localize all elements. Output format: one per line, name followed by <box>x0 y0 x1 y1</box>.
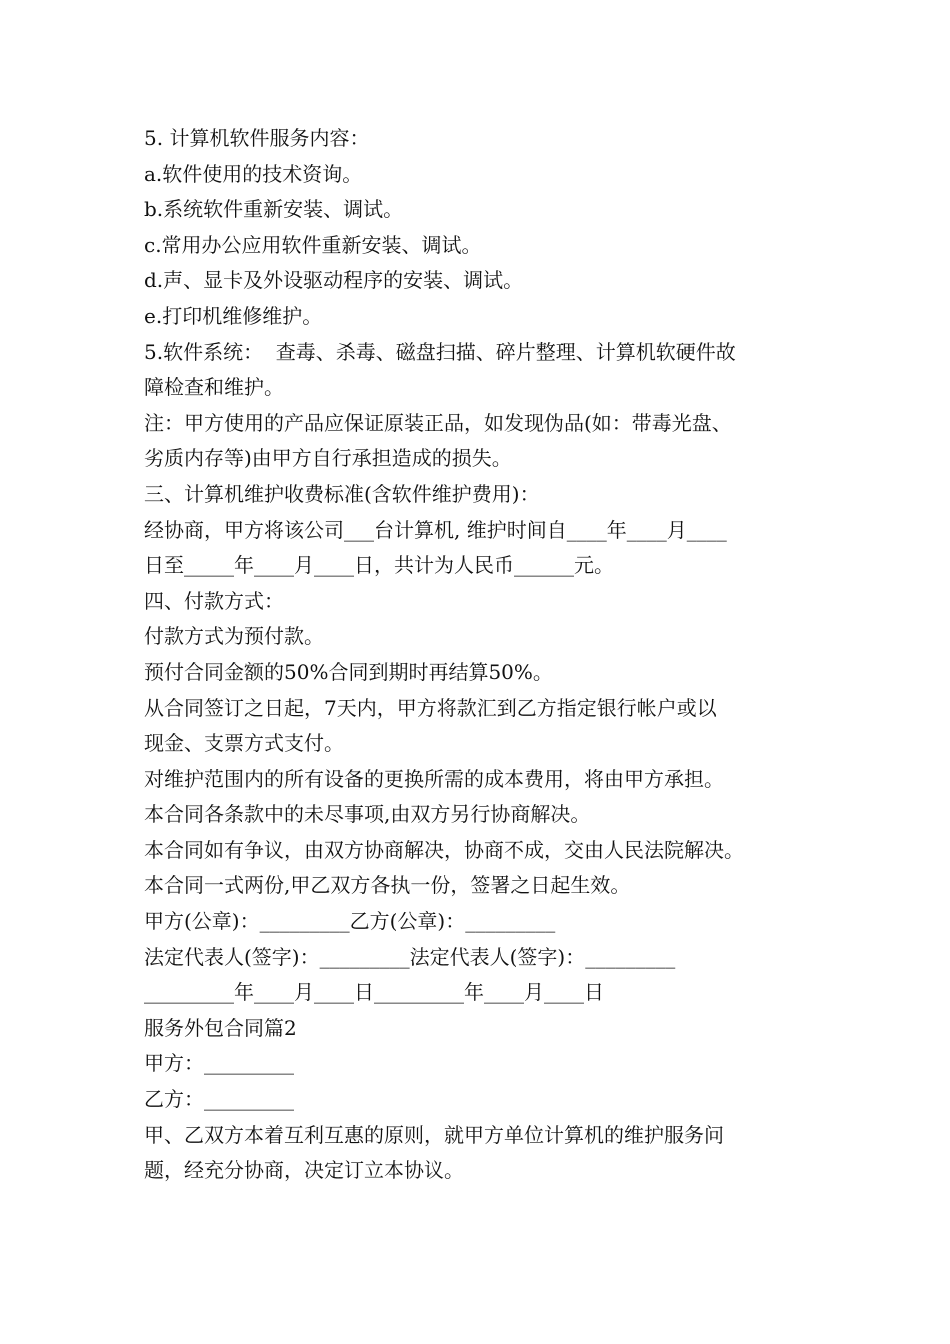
paragraph-line: 障检查和维护。 <box>144 375 284 400</box>
paragraph-line: 5.软件系统： 查毒、杀毒、磁盘扫描、碎片整理、计算机软硬件故 <box>144 339 736 364</box>
party-b-line: 乙方：_________ <box>144 1087 294 1112</box>
signature-line-dates: _________年____月____日_________年____月____日 <box>144 980 604 1005</box>
note-line: 劣质内存等)由甲方自行承担造成的损失。 <box>144 446 512 471</box>
paragraph-line: 本合同各条款中的未尽事项,由双方另行协商解决。 <box>144 802 591 827</box>
party-a-line: 甲方：_________ <box>144 1051 294 1076</box>
document-body <box>144 121 824 1189</box>
paragraph-line: 现金、支票方式支付。 <box>144 731 344 756</box>
paragraph-line: 甲、乙双方本着互利互惠的原则，就甲方单位计算机的维护服务问 <box>144 1122 724 1147</box>
signature-line-representatives: 法定代表人(签字)：_________法定代表人(签字)：_________ <box>144 944 676 969</box>
list-item: c.常用办公应用软件重新安装、调试。 <box>144 232 482 257</box>
list-item: e.打印机维修维护。 <box>144 303 323 328</box>
list-item: b.系统软件重新安装、调试。 <box>144 197 404 222</box>
paragraph-line: 付款方式为预付款。 <box>144 624 324 649</box>
list-item: a.软件使用的技术资询。 <box>144 161 363 186</box>
paragraph-line: 对维护范围内的所有设备的更换所需的成本费用，将由甲方承担。 <box>144 766 724 791</box>
signature-line-seals: 甲方(公章)：_________乙方(公章)：_________ <box>144 909 556 934</box>
paragraph-line: 题，经充分协商，决定订立本协议。 <box>144 1158 464 1183</box>
section-heading-payment: 四、付款方式： <box>144 588 284 613</box>
paragraph-line: 预付合同金额的50%合同到期时再结算50%。 <box>144 659 553 684</box>
note-line: 注：甲方使用的产品应保证原装正品，如发现伪品(如：带毒光盘、 <box>144 410 732 435</box>
paragraph-line: 从合同签订之日起，7天内，甲方将款汇到乙方指定银行帐户或以 <box>144 695 717 720</box>
paragraph-line: 本合同如有争议，由双方协商解决，协商不成，交由人民法院解决。 <box>144 837 744 862</box>
paragraph-line: 经协商，甲方将该公司___台计算机, 维护时间自____年____月____ <box>144 517 727 542</box>
paragraph-line: 日至_____年____月____日，共计为人民币______元。 <box>144 553 614 578</box>
contract-title-part2: 服务外包合同篇2 <box>144 1015 297 1040</box>
paragraph-line: 本合同一式两份,甲乙双方各执一份，签署之日起生效。 <box>144 873 631 898</box>
section-heading-software-service: 5. 计算机软件服务内容： <box>144 126 370 150</box>
list-item: d.声、显卡及外设驱动程序的安装、调试。 <box>144 268 524 293</box>
section-heading-fee-standard: 三、计算机维护收费标准(含软件维护费用)： <box>144 481 540 506</box>
